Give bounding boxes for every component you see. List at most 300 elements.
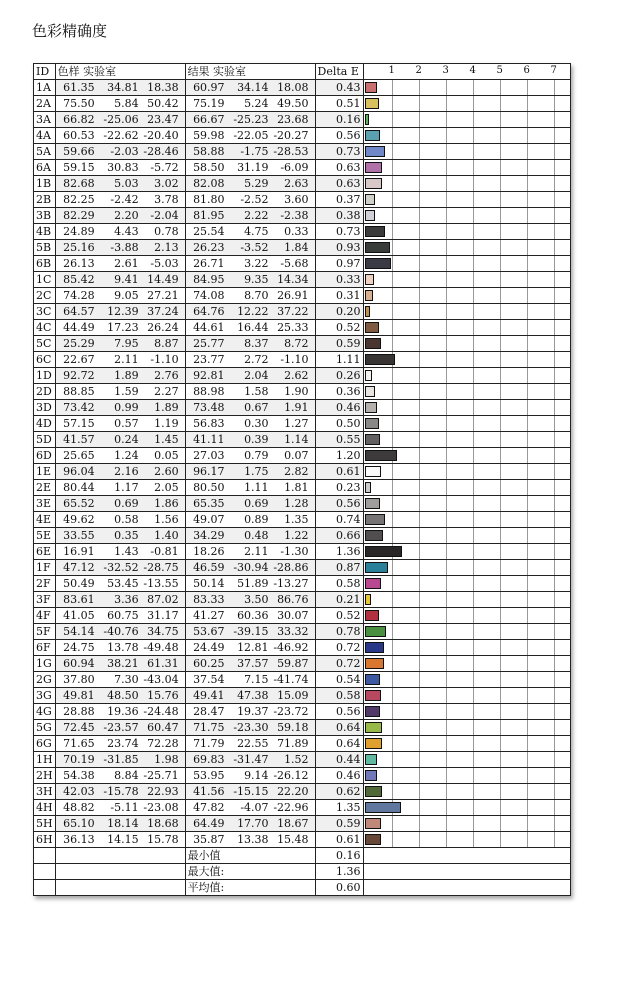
- gridline: [473, 608, 474, 623]
- sample-lab: [55, 288, 185, 304]
- gridline: [419, 800, 420, 815]
- result-lab-value: 37.54: [193, 672, 225, 686]
- gridline: [446, 640, 447, 655]
- sample-lab: [55, 160, 185, 176]
- gridline: [527, 144, 528, 159]
- gridline: [419, 400, 420, 415]
- gridline: [473, 256, 474, 271]
- delta-e-bar: [365, 802, 401, 813]
- gridline: [527, 160, 528, 175]
- patch-id: 1F: [34, 560, 56, 576]
- result-lab-value: 47.82: [193, 800, 225, 814]
- result-lab-value: 50.14: [193, 576, 225, 590]
- result-lab-value: 69.83: [193, 752, 225, 766]
- gridline: [419, 336, 420, 351]
- gridline: [392, 816, 393, 831]
- gridline: [392, 384, 393, 399]
- delta-e-bar: [365, 386, 375, 397]
- patch-id: 2F: [34, 576, 56, 592]
- result-lab: [185, 208, 315, 224]
- delta-e-value: 0.37: [315, 192, 363, 208]
- gridline: [527, 496, 528, 511]
- gridline: [554, 544, 555, 559]
- gridline: [527, 720, 528, 735]
- delta-e-bar: [365, 818, 381, 829]
- result-lab-value: 49.50: [277, 96, 309, 110]
- gridline: [392, 832, 393, 847]
- result-lab: [185, 688, 315, 704]
- gridline: [554, 352, 555, 367]
- delta-e-value: 1.20: [315, 448, 363, 464]
- gridline: [554, 144, 555, 159]
- bar-cell: [363, 112, 570, 128]
- gridline: [500, 672, 501, 687]
- gridline: [419, 368, 420, 383]
- result-lab-value: 14.34: [277, 272, 309, 286]
- sample-lab-value: 26.13: [63, 256, 95, 270]
- table-row: [34, 352, 571, 368]
- gridline: [419, 352, 420, 367]
- gridline: [473, 768, 474, 783]
- sample-lab-value: 0.69: [114, 496, 139, 510]
- sample-lab-value: 34.75: [147, 624, 179, 638]
- result-lab-value: 8.37: [244, 336, 269, 350]
- gridline: [527, 384, 528, 399]
- sample-lab: [55, 576, 185, 592]
- delta-e-value: 0.26: [315, 368, 363, 384]
- gridline: [527, 448, 528, 463]
- result-lab-value: 0.48: [244, 528, 269, 542]
- gridline: [446, 208, 447, 223]
- gridline: [446, 480, 447, 495]
- gridline: [554, 640, 555, 655]
- result-lab: [185, 304, 315, 320]
- result-lab-value: -28.53: [273, 144, 309, 158]
- gridline: [446, 512, 447, 527]
- gridline: [554, 336, 555, 351]
- gridline: [446, 288, 447, 303]
- gridline: [527, 208, 528, 223]
- gridline: [527, 224, 528, 239]
- result-lab-value: 8.72: [284, 336, 309, 350]
- result-lab-value: 0.07: [284, 448, 309, 462]
- gridline: [527, 128, 528, 143]
- gridline: [473, 496, 474, 511]
- result-lab-value: 34.29: [193, 528, 225, 542]
- gridline: [473, 208, 474, 223]
- sample-lab-value: 1.19: [154, 416, 179, 430]
- delta-e-value: 0.46: [315, 400, 363, 416]
- gridline: [527, 192, 528, 207]
- result-lab-value: 2.22: [244, 208, 269, 222]
- sample-lab-value: 49.62: [63, 512, 95, 526]
- result-lab-value: 58.88: [193, 144, 225, 158]
- gridline: [500, 784, 501, 799]
- table-row: [34, 288, 571, 304]
- gridline: [446, 784, 447, 799]
- gridline: [419, 592, 420, 607]
- gridline: [392, 768, 393, 783]
- gridline: [392, 688, 393, 703]
- result-lab-value: 66.67: [193, 112, 225, 126]
- delta-e-value: 0.46: [315, 768, 363, 784]
- gridline: [500, 320, 501, 335]
- result-lab-value: 5.24: [244, 96, 269, 110]
- gridline: [446, 384, 447, 399]
- gridline: [554, 368, 555, 383]
- gridline: [500, 560, 501, 575]
- sample-lab-value: 9.05: [114, 288, 139, 302]
- result-lab-value: 2.04: [244, 368, 269, 382]
- sample-lab-value: 73.42: [63, 400, 95, 414]
- gridline: [527, 816, 528, 831]
- delta-e-bar: [365, 450, 397, 461]
- result-lab-value: 80.50: [193, 480, 225, 494]
- sample-lab-value: 24.75: [63, 640, 95, 654]
- gridline: [500, 400, 501, 415]
- gridline: [419, 528, 420, 543]
- result-lab-value: 1.58: [244, 384, 269, 398]
- gridline: [419, 304, 420, 319]
- sample-lab-value: -24.48: [143, 704, 179, 718]
- patch-id: 5F: [34, 624, 56, 640]
- sample-lab-value: 65.10: [63, 816, 95, 830]
- result-lab: [185, 768, 315, 784]
- delta-e-bar: [365, 82, 377, 93]
- gridline: [392, 624, 393, 639]
- gridline: [554, 624, 555, 639]
- delta-e-bar: [365, 562, 388, 573]
- sample-lab: [55, 736, 185, 752]
- delta-e-bar: [365, 514, 385, 525]
- delta-e-value: 0.56: [315, 128, 363, 144]
- sample-lab-value: -28.46: [143, 144, 179, 158]
- delta-e-value: 0.54: [315, 672, 363, 688]
- gridline: [527, 176, 528, 191]
- patch-id: 4G: [34, 704, 56, 720]
- delta-e-bar: [365, 594, 371, 605]
- result-lab-value: 5.29: [244, 176, 269, 190]
- gridline: [446, 800, 447, 815]
- gridline: [392, 560, 393, 575]
- result-lab-value: 59.98: [193, 128, 225, 142]
- patch-id: 3C: [34, 304, 56, 320]
- gridline: [500, 512, 501, 527]
- gridline: [419, 736, 420, 751]
- delta-e-bar: [365, 194, 375, 205]
- delta-e-value: 0.74: [315, 512, 363, 528]
- sample-lab-value: 0.78: [154, 224, 179, 238]
- delta-e-value: 0.59: [315, 816, 363, 832]
- result-lab-value: 73.48: [193, 400, 225, 414]
- gridline: [419, 512, 420, 527]
- patch-id: 1E: [34, 464, 56, 480]
- gridline: [446, 832, 447, 847]
- bar-cell: [363, 816, 570, 832]
- bar-cell: [363, 320, 570, 336]
- gridline: [554, 800, 555, 815]
- result-lab-value: -23.30: [233, 720, 269, 734]
- delta-e-value: 0.55: [315, 432, 363, 448]
- sample-lab-value: 41.05: [63, 608, 95, 622]
- sample-lab: [55, 176, 185, 192]
- sample-lab: [55, 416, 185, 432]
- delta-e-bar: [365, 98, 379, 109]
- sample-lab-value: -2.04: [150, 208, 179, 222]
- result-lab-value: 0.79: [244, 448, 269, 462]
- bar-cell: [363, 400, 570, 416]
- result-lab: [185, 368, 315, 384]
- table-row: [34, 784, 571, 800]
- gridline: [554, 480, 555, 495]
- bar-cell: [363, 256, 570, 272]
- table-row: [34, 240, 571, 256]
- result-lab-value: -13.27: [273, 576, 309, 590]
- table-row: [34, 832, 571, 848]
- summary-empty: [55, 848, 185, 864]
- gridline: [446, 576, 447, 591]
- result-lab-value: 24.49: [193, 640, 225, 654]
- delta-e-bar: [365, 626, 386, 637]
- bar-cell: [363, 672, 570, 688]
- result-lab-value: 1.81: [284, 480, 309, 494]
- gridline: [392, 176, 393, 191]
- sample-lab: [55, 144, 185, 160]
- gridline: [500, 576, 501, 591]
- gridline: [554, 656, 555, 671]
- axis-header: [363, 64, 570, 80]
- gridline: [554, 416, 555, 431]
- table-row: [34, 416, 571, 432]
- result-lab-value: 71.89: [277, 736, 309, 750]
- gridline: [419, 176, 420, 191]
- result-lab-value: 15.48: [277, 832, 309, 846]
- gridline: [473, 160, 474, 175]
- sample-lab: [55, 96, 185, 112]
- sample-lab-value: -0.81: [150, 544, 179, 558]
- delta-e-value: 0.72: [315, 656, 363, 672]
- patch-id: 3F: [34, 592, 56, 608]
- table-row: [34, 560, 571, 576]
- sample-lab-value: 0.05: [154, 448, 179, 462]
- delta-e-bar: [365, 306, 370, 317]
- sample-lab-value: 2.13: [154, 240, 179, 254]
- bar-cell: [363, 80, 570, 96]
- delta-e-value: 0.58: [315, 688, 363, 704]
- sample-lab-value: -23.57: [103, 720, 139, 734]
- gridline: [554, 464, 555, 479]
- table-row: [34, 112, 571, 128]
- gridline: [554, 288, 555, 303]
- result-lab-value: 84.95: [193, 272, 225, 286]
- gridline: [554, 192, 555, 207]
- sample-lab-value: 42.03: [63, 784, 95, 798]
- result-lab-value: 64.76: [193, 304, 225, 318]
- delta-e-value: 0.56: [315, 704, 363, 720]
- sample-lab-value: 9.41: [114, 272, 139, 286]
- gridline: [392, 128, 393, 143]
- gridline: [473, 224, 474, 239]
- gridline: [473, 368, 474, 383]
- patch-id: 5G: [34, 720, 56, 736]
- delta-e-table: [33, 63, 571, 896]
- result-lab-value: 26.91: [277, 288, 309, 302]
- result-lab-value: 96.17: [193, 464, 225, 478]
- gridline: [554, 80, 555, 95]
- sample-lab-value: 1.24: [114, 448, 139, 462]
- table-row: [34, 160, 571, 176]
- bar-cell: [363, 704, 570, 720]
- summary-bar-cell: [363, 864, 570, 880]
- sample-lab-value: 38.21: [107, 656, 139, 670]
- gridline: [446, 592, 447, 607]
- result-lab: [185, 704, 315, 720]
- result-lab-value: 75.19: [193, 96, 225, 110]
- gridline: [473, 480, 474, 495]
- bar-cell: [363, 240, 570, 256]
- delta-e-value: 1.36: [315, 544, 363, 560]
- sample-lab-value: 24.89: [63, 224, 95, 238]
- gridline: [554, 512, 555, 527]
- sample-lab-value: 53.45: [107, 576, 139, 590]
- gridline: [446, 704, 447, 719]
- sample-lab-value: 87.02: [147, 592, 179, 606]
- result-lab-value: 23.68: [277, 112, 309, 126]
- gridline: [554, 176, 555, 191]
- gridline: [473, 512, 474, 527]
- gridline: [392, 416, 393, 431]
- delta-e-bar: [365, 274, 374, 285]
- gridline: [446, 496, 447, 511]
- x-tick-label: 6: [523, 65, 530, 76]
- gridline: [554, 752, 555, 767]
- header-delta-e: Delta E: [315, 64, 363, 80]
- sample-lab-value: 2.76: [154, 368, 179, 382]
- sample-lab-value: 0.35: [114, 528, 139, 542]
- result-lab-value: 60.97: [193, 80, 225, 94]
- patch-id: 3G: [34, 688, 56, 704]
- bar-cell: [363, 448, 570, 464]
- result-lab-value: 46.59: [193, 560, 225, 574]
- result-lab-value: 58.50: [193, 160, 225, 174]
- sample-lab: [55, 496, 185, 512]
- result-lab-value: 59.18: [277, 720, 309, 734]
- gridline: [419, 384, 420, 399]
- gridline: [419, 288, 420, 303]
- gridline: [473, 560, 474, 575]
- sample-lab-value: 74.28: [63, 288, 95, 302]
- bar-cell: [363, 496, 570, 512]
- result-lab-value: -23.72: [273, 704, 309, 718]
- gridline: [473, 400, 474, 415]
- gridline: [446, 96, 447, 111]
- sample-lab-value: -25.71: [143, 768, 179, 782]
- sample-lab: [55, 384, 185, 400]
- delta-e-value: 0.33: [315, 272, 363, 288]
- gridline: [446, 320, 447, 335]
- delta-e-bar: [365, 834, 381, 845]
- gridline: [473, 832, 474, 847]
- sample-lab-value: 44.49: [63, 320, 95, 334]
- gridline: [473, 736, 474, 751]
- gridline: [419, 416, 420, 431]
- gridline: [500, 480, 501, 495]
- sample-lab-value: 60.53: [63, 128, 95, 142]
- gridline: [419, 112, 420, 127]
- sample-lab-value: 66.82: [63, 112, 95, 126]
- sample-lab-value: 12.39: [107, 304, 139, 318]
- delta-e-value: 0.38: [315, 208, 363, 224]
- gridline: [419, 560, 420, 575]
- result-lab: [185, 464, 315, 480]
- result-lab-value: 1.11: [244, 480, 269, 494]
- gridline: [392, 592, 393, 607]
- gridline: [419, 464, 420, 479]
- sample-lab-value: 0.58: [114, 512, 139, 526]
- result-lab-value: 1.90: [284, 384, 309, 398]
- result-lab-value: -6.09: [280, 160, 309, 174]
- result-lab-value: -46.92: [273, 640, 309, 654]
- sample-lab: [55, 800, 185, 816]
- delta-e-value: 0.59: [315, 336, 363, 352]
- gridline: [446, 560, 447, 575]
- gridline: [500, 192, 501, 207]
- gridline: [554, 224, 555, 239]
- sample-lab-value: 15.76: [147, 688, 179, 702]
- delta-e-bar: [365, 162, 382, 173]
- result-lab-value: 23.77: [193, 352, 225, 366]
- gridline: [500, 608, 501, 623]
- bar-cell: [363, 512, 570, 528]
- gridline: [446, 240, 447, 255]
- gridline: [500, 432, 501, 447]
- gridline: [473, 320, 474, 335]
- gridline: [419, 192, 420, 207]
- sample-lab-value: -49.48: [143, 640, 179, 654]
- gridline: [500, 240, 501, 255]
- sample-lab-value: 82.29: [63, 208, 95, 222]
- gridline: [392, 368, 393, 383]
- gridline: [392, 400, 393, 415]
- sample-lab-value: 70.19: [63, 752, 95, 766]
- gridline: [500, 832, 501, 847]
- patch-id: 6G: [34, 736, 56, 752]
- result-lab-value: -2.38: [280, 208, 309, 222]
- gridline: [554, 816, 555, 831]
- result-lab: [185, 448, 315, 464]
- gridline: [554, 832, 555, 847]
- gridline: [419, 448, 420, 463]
- delta-e-value: 0.52: [315, 608, 363, 624]
- bar-cell: [363, 352, 570, 368]
- gridline: [473, 816, 474, 831]
- result-lab-value: 86.76: [277, 592, 309, 606]
- table-row: [34, 176, 571, 192]
- sample-lab-value: 2.11: [114, 352, 139, 366]
- result-lab-value: -4.07: [240, 800, 269, 814]
- gridline: [446, 352, 447, 367]
- gridline: [473, 720, 474, 735]
- bar-cell: [363, 192, 570, 208]
- patch-id: 3A: [34, 112, 56, 128]
- delta-e-bar: [365, 338, 381, 349]
- sample-lab-value: 2.60: [154, 464, 179, 478]
- gridline: [419, 96, 420, 111]
- table-row: [34, 576, 571, 592]
- result-lab-value: 25.33: [277, 320, 309, 334]
- result-lab-value: 2.63: [284, 176, 309, 190]
- gridline: [446, 160, 447, 175]
